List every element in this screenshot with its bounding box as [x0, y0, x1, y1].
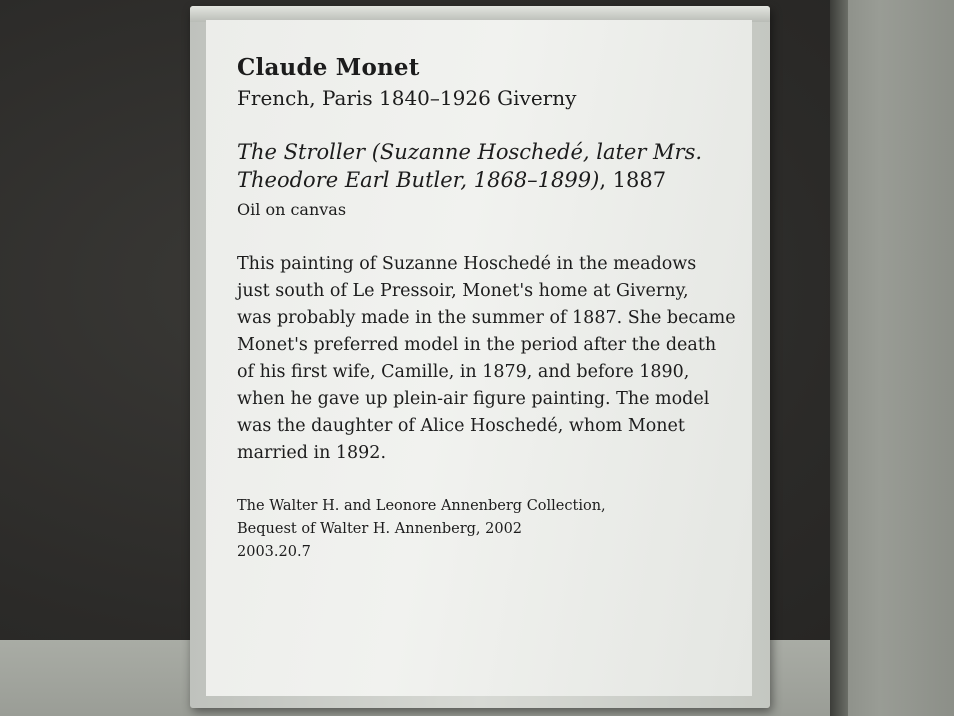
- artwork-date: , 1887: [599, 168, 667, 192]
- description-line: This painting of Suzanne Hoschedé in the meadows: [237, 254, 697, 274]
- museum-label-card: [206, 20, 752, 696]
- description-line: was the daughter of Alice Hoschedé, whom Monet: [237, 416, 685, 436]
- artist-nationality: French, Paris 1840–1926 Giverny: [237, 86, 577, 110]
- artwork-title-line: [237, 140, 702, 164]
- artwork-title-line: [237, 168, 666, 192]
- accession-number: 2003.20.7: [237, 544, 311, 560]
- description-line: when he gave up plein-air figure painting. The model: [237, 389, 710, 409]
- artwork-title-italic: Theodore Earl Butler, 1868–1899): [237, 168, 600, 192]
- artwork-title-italic: The Stroller (Suzanne Hoschedé, later Mrs.: [237, 140, 703, 164]
- description-line: was probably made in the summer of 1887. She became: [237, 308, 736, 328]
- description-line: married in 1892.: [237, 443, 387, 463]
- credit-line: The Walter H. and Leonore Annenberg Collection,: [237, 498, 606, 514]
- description-line: Monet's preferred model in the period after the death: [237, 335, 717, 355]
- credit-line: Bequest of Walter H. Annenberg, 2002: [237, 521, 523, 537]
- display-case-post-edge: [830, 0, 848, 716]
- artist-name: Claude Monet: [237, 54, 420, 81]
- description-line: of his first wife, Camille, in 1879, and before 1890,: [237, 362, 690, 382]
- artwork-medium: Oil on canvas: [237, 200, 347, 219]
- display-case-post: [830, 0, 954, 716]
- description-line: just south of Le Pressoir, Monet's home at Giverny,: [237, 281, 689, 301]
